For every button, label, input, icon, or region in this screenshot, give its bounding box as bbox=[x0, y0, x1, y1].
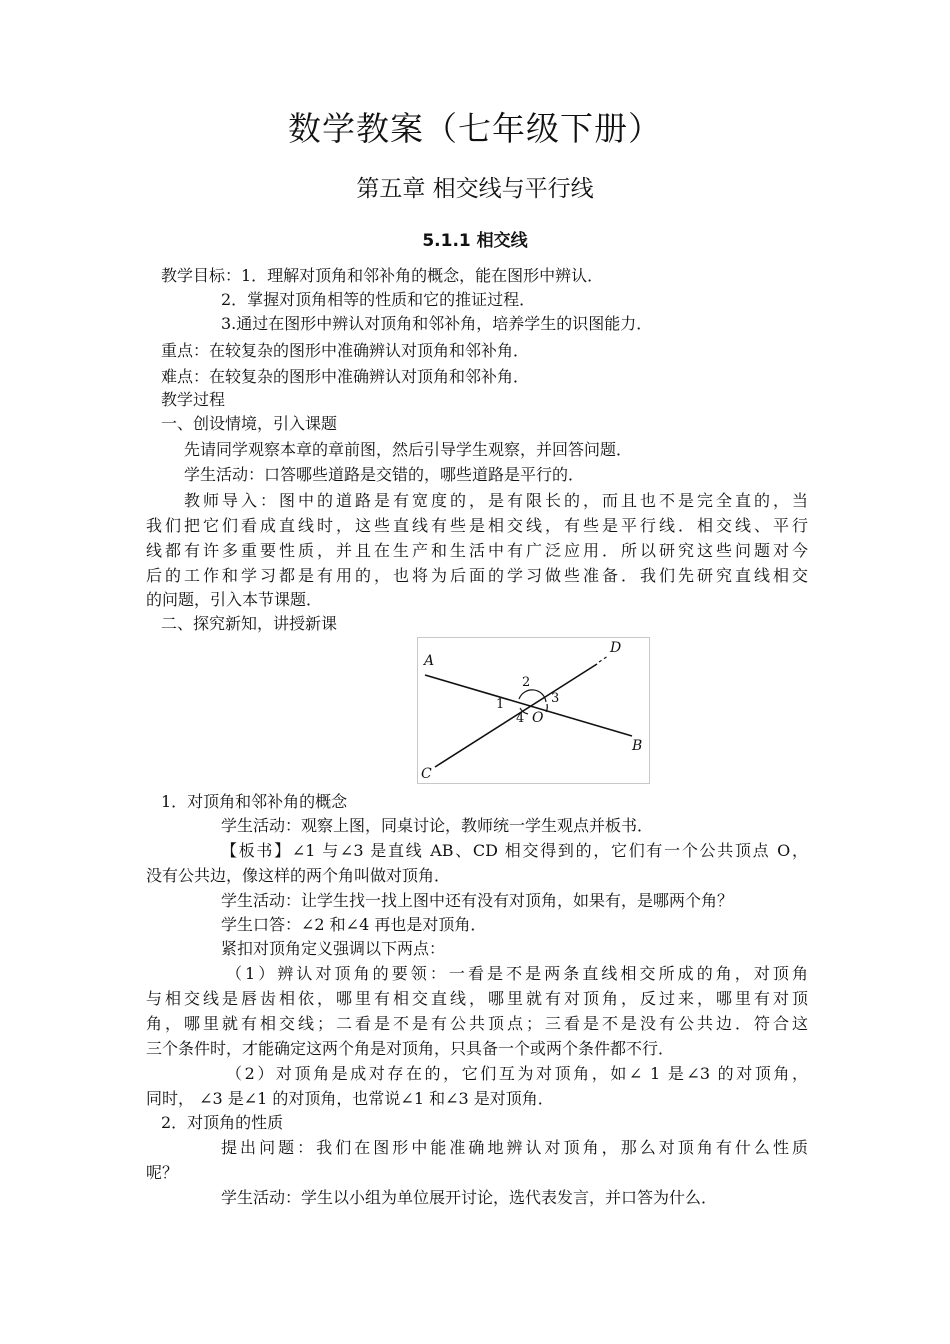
paragraph-line: 学生活动：口答哪些道路是交错的，哪些道路是平行的． bbox=[184, 465, 585, 484]
angle-arc-3 bbox=[546, 704, 547, 712]
point-label-d: D bbox=[610, 640, 622, 656]
line-cd-dashed-end bbox=[599, 656, 608, 662]
paragraph-line: （1）辨认对顶角的要领：一看是不是两条直线相交所成的角，对顶角 bbox=[226, 964, 808, 983]
section-heading: 5.1.1 相交线 bbox=[422, 231, 528, 251]
point-label-c: C bbox=[421, 766, 432, 782]
subsection-heading-2: 2．对顶角的性质 bbox=[161, 1113, 284, 1132]
paragraph-line: 没有公共边，像这样的两个角叫做对顶角． bbox=[146, 866, 451, 885]
paragraph-line: 呢？ bbox=[146, 1163, 179, 1182]
part-two-heading: 二、探究新知，讲授新课 bbox=[161, 614, 338, 633]
difficult-point: 难点：在较复杂的图形中准确辨认对顶角和邻补角． bbox=[161, 367, 530, 386]
angle-label-2: 2 bbox=[522, 675, 531, 690]
teaching-goal-3: 3.通过在图形中辨认对顶角和邻补角，培养学生的识图能力． bbox=[221, 314, 653, 333]
paragraph-line: 学生活动：观察上图，同桌讨论，教师统一学生观点并板书． bbox=[221, 816, 654, 835]
point-label-o: O bbox=[532, 710, 544, 726]
paragraph-line: 提出问题：我们在图形中能准确地辨认对顶角，那么对顶角有什么性质 bbox=[221, 1138, 808, 1157]
paragraph-line: 先请同学观察本章的章前图，然后引导学生观察，并回答问题． bbox=[184, 440, 633, 459]
document-title: 数学教案（七年级下册） bbox=[288, 109, 662, 148]
paragraph-line: 紧扣对顶角定义强调以下两点： bbox=[221, 939, 446, 958]
chapter-heading: 第五章 相交线与平行线 bbox=[356, 176, 594, 202]
intersecting-lines-figure bbox=[417, 637, 650, 784]
point-label-b: B bbox=[632, 738, 643, 754]
angle-label-1: 1 bbox=[496, 697, 505, 712]
angle-label-4: 4 bbox=[516, 711, 525, 726]
part-one-heading: 一、创设情境，引入课题 bbox=[161, 414, 338, 433]
paragraph-line: 【板书】∠1 与∠3 是直线 AB、CD 相交得到的，它们有一个公共顶点 O， bbox=[221, 841, 808, 860]
paragraph-line: 后的工作和学习都是有用的，也将为后面的学习做些准备．我们先研究直线相交 bbox=[146, 566, 808, 585]
teaching-goal-2: 2．掌握对顶角相等的性质和它的推证过程． bbox=[221, 290, 536, 309]
paragraph-line: 的问题，引入本节课题． bbox=[146, 590, 323, 609]
angle-arc-2 bbox=[519, 690, 546, 702]
paragraph-line: 学生口答：∠2 和∠4 再也是对顶角． bbox=[221, 915, 487, 934]
paragraph-line: 学生活动：学生以小组为单位展开讨论，选代表发言，并口答为什么． bbox=[221, 1188, 718, 1207]
paragraph-line: 学生活动：让学生找一找上图中还有没有对顶角，如果有，是哪两个角？ bbox=[221, 891, 734, 910]
process-heading: 教学过程 bbox=[161, 390, 226, 409]
paragraph-line: 同时， ∠3 是∠1 的对顶角，也常说∠1 和∠3 是对顶角． bbox=[146, 1089, 554, 1108]
paragraph-line: 教师导入：图中的道路是有宽度的，是有限长的，而且也不是完全直的，当 bbox=[184, 491, 808, 510]
subsection-heading-1: 1．对顶角和邻补角的概念 bbox=[161, 792, 348, 811]
paragraph-line: 三个条件时，才能确定这两个角是对顶角，只具备一个或两个条件都不行． bbox=[146, 1039, 675, 1058]
paragraph-line: 角，哪里就有相交线；二看是不是有公共顶点；三看是不是没有公共边．符合这 bbox=[146, 1014, 808, 1033]
paragraph-line: 与相交线是唇齿相依，哪里有相交直线，哪里就有对顶角，反过来，哪里有对顶 bbox=[146, 989, 808, 1008]
teaching-goal-1: 教学目标：1．理解对顶角和邻补角的概念，能在图形中辨认． bbox=[161, 266, 604, 285]
angle-label-3: 3 bbox=[551, 691, 560, 706]
paragraph-line: （2）对顶角是成对存在的，它们互为对顶角，如∠ 1 是∠3 的对顶角， bbox=[226, 1064, 808, 1083]
key-point: 重点：在较复杂的图形中准确辨认对顶角和邻补角． bbox=[161, 341, 530, 360]
point-label-a: A bbox=[424, 653, 435, 669]
paragraph-line: 我们把它们看成直线时，这些直线有些是相交线，有些是平行线．相交线、平行 bbox=[146, 516, 808, 535]
paragraph-line: 线都有许多重要性质，并且在生产和生活中有广泛应用．所以研究这些问题对今 bbox=[146, 541, 808, 560]
